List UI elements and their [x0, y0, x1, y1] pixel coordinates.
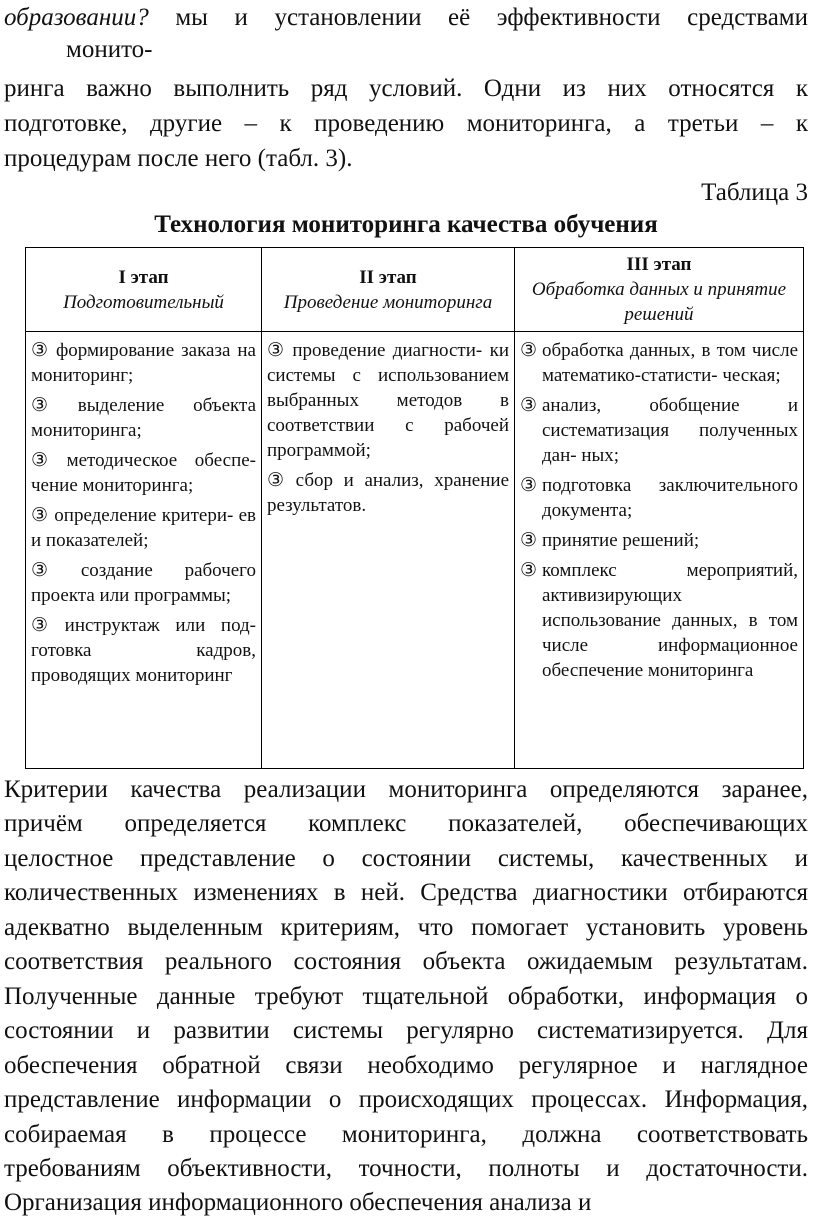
- table-label: Таблица 3: [701, 179, 808, 206]
- circled-three-icon: ③: [31, 340, 49, 361]
- circled-three-icon: ③: [31, 505, 49, 526]
- stage-1-cell: [26, 332, 262, 769]
- item-text: обработка данных, в том числе математико-статисти- ческая;: [542, 340, 798, 386]
- body-line: целостное представление о состоянии системы, качественных и: [4, 845, 808, 872]
- list-item: [267, 468, 509, 518]
- list-item: [267, 338, 509, 463]
- stage-3-name: Обработка данных и принятие решений: [531, 279, 787, 325]
- circled-three-icon: ③: [520, 340, 538, 361]
- body-line: обеспечения обратной связи необходимо регулярное и наглядное: [4, 1052, 808, 1079]
- table-title: Технология мониторинга качества обучения: [154, 211, 658, 238]
- circled-three-icon: ③: [31, 450, 49, 471]
- body-line: требованиям объективности, точности, полноты и достаточности.: [4, 1155, 808, 1182]
- body-line: причём определяется комплекс показателей, обеспечивающих: [4, 810, 808, 837]
- table-header-row: [26, 248, 804, 332]
- stage-2-label: II этап: [359, 266, 417, 288]
- body-line: соответствия реального состояния объекта ожидаемым результатам.: [4, 948, 808, 975]
- item-text: методическое обеспе- чение мониторинга;: [31, 450, 256, 496]
- item-text: сбор и анализ, хранение результатов.: [267, 470, 509, 516]
- list-item: [520, 473, 798, 523]
- item-text: принятие решений;: [542, 530, 700, 551]
- monitoring-table: [25, 247, 804, 769]
- header-stage-1: [26, 248, 262, 332]
- list-item: [520, 338, 798, 388]
- list-item: [31, 613, 256, 688]
- circled-three-icon: ③: [267, 470, 285, 491]
- item-text: выделение объекта мониторинга;: [31, 395, 257, 441]
- header-stage-3: [515, 248, 804, 332]
- intro-italic-word: образовании?: [4, 4, 149, 31]
- stage-1-name: Подготовительный: [63, 291, 224, 313]
- item-text: определение критери- ев и показателей;: [31, 505, 257, 551]
- body-line: Полученные данные требуют тщательной обработки, информация о: [4, 983, 808, 1010]
- list-item: [31, 558, 256, 608]
- list-item: [520, 558, 798, 683]
- intro-line-5: процедурам после него (табл. 3).: [4, 145, 353, 172]
- item-text: создание рабочего проекта или программы;: [31, 560, 256, 606]
- list-item: [31, 503, 256, 553]
- circled-three-icon: ③: [520, 560, 538, 581]
- body-line: Организация информационного обеспечения анализа и: [4, 1189, 592, 1216]
- list-item: [520, 393, 798, 468]
- item-text: подготовка заключительного документа;: [542, 475, 798, 521]
- circled-three-icon: ③: [31, 615, 49, 636]
- list-item: [31, 448, 256, 498]
- intro-line-1-text: мы и установлении её эффективности средствами: [148, 4, 808, 31]
- stage-1-label: I этап: [118, 266, 169, 288]
- stage-2-cell: [262, 332, 515, 769]
- list-item: [31, 338, 256, 388]
- circled-three-icon: ③: [520, 475, 538, 496]
- intro-line-3: ринга важно выполнить ряд условий. Одни из них относятся к: [4, 75, 808, 102]
- body-line: состоянии и развитии системы регулярно систематизируется. Для: [4, 1017, 808, 1044]
- circled-three-icon: ③: [31, 395, 49, 416]
- circled-three-icon: ③: [520, 530, 538, 551]
- stage-3-cell: [515, 332, 804, 769]
- table-body-row: [26, 332, 804, 769]
- item-text: формирование заказа на мониторинг;: [31, 340, 256, 386]
- intro-line-1: [4, 1, 808, 35]
- stage-3-label: III этап: [626, 254, 692, 275]
- item-text: анализ, обобщение и систематизация полученных дан- ных;: [542, 395, 798, 466]
- body-line: собираемая в процессе мониторинга, должна соответствовать: [4, 1121, 808, 1148]
- body-line: адекватно выделенным критериям, что помогает установить уровень: [4, 914, 808, 941]
- item-text: комплекс мероприятий, активизирующих использование данных, в том числе информационное обеспечение мониторинга: [542, 560, 798, 681]
- body-line: количественных изменениях в ней. Средства диагностики отбираются: [4, 879, 808, 906]
- item-text: инструктаж или под- готовка кадров, проводящих мониторинг: [31, 615, 257, 686]
- body-line: представление информации о происходящих процессах. Информация,: [4, 1086, 808, 1113]
- list-item: [31, 393, 256, 443]
- header-stage-2: [262, 248, 515, 332]
- intro-line-2: монито-: [66, 36, 153, 63]
- stage-2-name: Проведение мониторинга: [283, 291, 493, 313]
- list-item: [520, 528, 798, 553]
- circled-three-icon: ③: [267, 340, 285, 361]
- circled-three-icon: ③: [520, 395, 538, 416]
- circled-three-icon: ③: [31, 560, 49, 581]
- body-line: Критерии качества реализации мониторинга определяются заранее,: [4, 776, 808, 803]
- intro-line-4: подготовке, другие – к проведению мониторинга, а третьи – к: [4, 110, 808, 137]
- item-text: проведение диагности- ки системы с использованием выбранных методов в соответствии с рабочей программой;: [267, 340, 509, 461]
